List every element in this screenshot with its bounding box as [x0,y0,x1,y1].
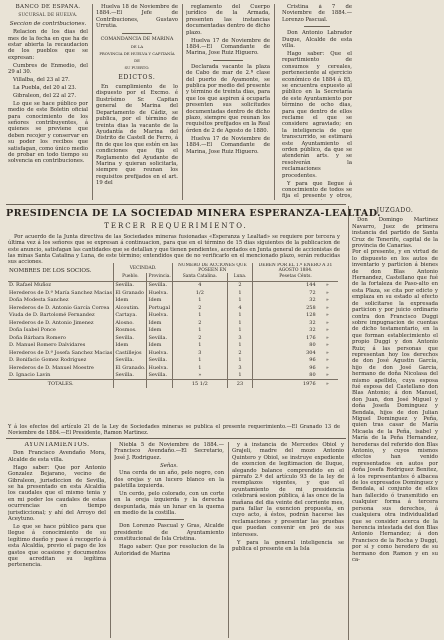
table-row [8,281,338,289]
total-santa-catalina: 15 1/2 [172,380,227,388]
header-puerto: SU PUERTO. [124,65,150,71]
paragraph: Don Antonio Labrador Duque, Alcalde de esta villa. [282,30,352,50]
pueblo-cell: Idem [114,297,147,305]
column-divider [348,206,349,640]
paragraph: Huelva 17 de Noviembre de 1884.—El Comandante de Marina, Jose Ruiz Higuero. [186,37,270,57]
santa-catalina-cell: 1 [172,364,227,372]
total-centimos: » [325,380,329,387]
luna-cell: 1 [227,372,252,380]
provincia-cell: Huelva. [147,312,172,320]
column-divider [228,442,229,638]
section-title: Seccion de contribuciones. [9,20,87,27]
column-divider [182,4,183,200]
divider [154,519,184,520]
luna-cell: 2 [227,281,252,289]
paragraph: Huelva 18 de Noviembre de 1884.—El Jefe de Contribuciones, Gustavo Urrutia. [96,4,178,30]
table-row [8,372,338,380]
paragraph: Un cerdo, pelo colorado, con un corte en la oreja izquierda y la derecha despuntada, más un lunar en la quema en medio de la costilla. [114,490,224,517]
pueblo-cell: Idem [114,342,147,350]
col-header-numero: NÚMERO DE ACCIONES QUE POSEEN EN [172,263,252,273]
luna-cell: 4 [227,304,252,312]
socios-table [8,263,338,388]
total-luna: 23 [227,380,252,388]
paragraph: Lo que se hace público por medio de este Boletin oficial para conocimiento de los señores contribuyentes, á quienes se previene que deben recojer y conservar en su poder los recibos que satisfagan, como único medio de probar en todo tiempo su solvencia en contribuciones. [8,100,88,165]
pueblo-cell: Castillejos [114,349,147,357]
col-header-santa-catalina: Santa Catalina. [172,273,227,281]
divider [304,26,330,27]
socio-name-cell: Herederos de D. Manuel Moestre [9,364,94,371]
santa-catalina-cell: 4 [172,281,227,289]
centimos-cell: » [325,342,329,349]
socio-name-cell: Doña Modesta Sanchez [9,297,69,304]
provincia-cell: Huelva. [147,364,172,372]
santa-catalina-cell: 1 [172,357,227,365]
pesetas-cell: 176 [253,334,317,342]
table-row [8,342,338,350]
ayuntamientos-title: AYUNTAMIENTOS. [24,442,90,448]
bank-title: BANCO DE ESPAÑA. [15,4,81,10]
socio-name-cell: Herederos de D.ª María Sanchez Macias [9,289,113,296]
paragraph: Cumbres de Enmedio, del 29 al 30. [8,62,88,76]
juzgado-title: JUZGADO. [376,207,414,214]
pueblo-cell: Alosno. [114,319,147,327]
isla-cristina-notice [232,442,344,638]
luna-cell: 1 [227,297,252,305]
paragraph: Villalba, del 23 al 27. [13,77,70,84]
centimos-cell: » [325,364,329,371]
socio-name-cell: Doña Bárbara Romero [9,334,66,341]
pueblo-cell: Rosmos. [114,327,147,335]
pueblo-cell: Sevilla. [114,281,147,289]
ayuntamientos-section [8,442,106,638]
pesetas-cell: 96 [253,364,317,372]
pesetas-cell: 128 [253,312,317,320]
table-row [8,327,338,335]
col-header-pueblo: Pueblo. [114,273,147,281]
santa-catalina-cell: 1 [172,342,227,350]
luna-cell: 3 [227,364,252,372]
rule [6,204,346,205]
paragraph: En cumplimiento de lo dispuesto por el Excmo. é Ilustrísimo Sr. Capitan general de Marina del Departamento de Cádiz, se publica, por el término de treinta dias la vacante de la Ayudantía de Marina del Distrito de Castell de Ferro, á fin de que los que estén en las condiciones que fija el Reglamento del Ayudante de Marina y quieran solicitarla, siempre que reunan los requisitos prefijados en el art. 19 del [96,84,178,187]
paragraph: Huelva 17 de Noviembre de 1884.—El Comandante de Marina, Jose Ruiz Higuero. [186,135,270,155]
bank-subtitle: SUCURSAL DE HUELVA. [18,12,78,18]
socio-name-cell: D. Bonifacio Gomez Rodriguez [9,357,87,364]
header-provincia: PROVINCIA DE HUELVA Y CAPITANÍA DE [99,51,175,63]
centimos-cell: » [325,282,329,289]
notice-subtitle: TERCER REQUERIMIENTO. [104,222,248,230]
socio-name-cell: Herederos de D. Antonio García Correa [9,304,110,311]
paragraph: Don Francisco Avendaño Mora, Alcalde de esta villa. [8,450,106,463]
centimos-cell: » [325,327,329,334]
socio-name-cell: Viuda de D. Bartolomé Fernandez [9,312,95,319]
divider [122,33,152,34]
pesetas-cell: 32 [253,319,317,327]
col-header-socios: NOMBRES DE LOS SOCIOS. [9,268,92,275]
column-divider [110,442,111,638]
socio-name-cell: Doña Isabel Ponce [9,327,56,334]
luna-cell: 1 [227,312,252,320]
col-header-provincia: Provincia. [148,274,171,280]
paragraph: Relacion de los dias del mes de la fecha en que ha de estar abierta la recaudacion de los pueblos que se expresan: [8,29,88,61]
paragraph: Hago saber: Que por Antonio Gonzalez Bejarano, vecino de Gibraleon, jurisdiccion de Sevilla, se ha presentado en esta Alcaldía los caudales que el mismo tenia y en mi poder los caudales de estas ocurrencias en tiempo jurisdiccional; y ahí del Arroyo del Aceytuno. [8,464,106,522]
pesetas-cell: 72 [253,289,317,297]
centimos-cell: » [325,304,329,311]
provincia-cell: Sevilla. [147,334,172,342]
table-row [8,304,338,312]
santa-catalina-cell: » [172,372,227,380]
centimos-cell: » [325,312,329,319]
table-row [8,334,338,342]
header-de-la: DE LA [130,44,144,50]
juzgado-section [352,206,438,636]
pueblo-cell: El Granado [114,289,147,297]
centimos-cell: » [325,334,329,341]
centimos-cell: » [325,357,329,364]
paragraph: La Puebla, del 20 al 23. [13,84,77,91]
luna-cell: 2 [227,349,252,357]
table-row [8,319,338,327]
paragraph: Hago saber: Que por resolucion de la Autoridad de Marina [114,544,224,557]
pueblo-cell: Sevilla. [114,357,147,365]
col-header-vecindad: VECINDAD. [114,263,172,273]
santa-catalina-cell: 1/2 [172,289,227,297]
senas-heading: Señas. [160,462,178,469]
column-divider [274,4,275,200]
paragraph: reglamento del Cuerpo jurídico de la Armada, presenten las instancias documentadas dentro de dicho plazo. [186,4,270,36]
table-row [8,312,338,320]
centimos-cell: » [325,289,329,296]
socio-name-cell: Herederos de D.ª Josefa Sanchez Macias [9,349,113,356]
total-label: TOTALES. [47,380,74,387]
paragraph: Cristina á 7 de Noviembre de 1884.—Lorenzo Pascual. [282,4,352,23]
paragraph: Y para la general inteligencia se publica el presente en la Isla [232,539,344,552]
col-header-pesetas: Pesetas Cénts. [253,273,338,281]
paragraph: Una cerda de un año, pelo negro, con dos orejas y un lucero blanco en la paletilla izquierda. [114,470,224,489]
paragraph: Niebla 5 de Noviembre de 1884.—Francisco Avendaño.—El Secretario, José J. Rodriguez. [114,442,224,461]
zafra-notice [282,4,352,200]
table-row [8,357,338,365]
provincia-cell: Huelva. [147,289,172,297]
luna-cell: 1 [227,327,252,335]
marina-notice-continued [186,4,270,200]
table-row [8,364,338,372]
santa-catalina-cell: 1 [172,297,227,305]
socio-name-cell: D. Ignacio Lavin [9,372,51,379]
luna-cell: 3 [227,334,252,342]
table-row [8,349,338,357]
total-pesetas: 1976 [253,380,317,388]
socio-name-cell: D. Manuel Romero Dalvidares [9,342,86,349]
notice-footnote: Y á los efectos del artículo 21 de la Ley de Sociedades mineras se publica el presente requerimiento.—El Granado 13 de Noviembre de 1884.—El Presidente, Ramon Martinez. [8,424,340,437]
provincia-cell: Idem [147,327,172,335]
pesetas-cell: 258 [253,304,317,312]
header-comandancia: COMANDANCIA DE MARINA [100,36,174,42]
provincia-cell: Idem [147,297,172,305]
pesetas-cell: 144 [253,281,317,289]
pueblo-cell: Sevilla. [114,334,147,342]
pesetas-cell: 80 [253,342,317,350]
provincia-cell: Portugal [147,304,172,312]
paragraph: y á instancia de Mercedes Obiol y Grajeli, madre del mozo Antonio Quintero y Obiol, se instruye expediente de exencion de legitimacion de lluque, alegando balance comprendido en el párrafo 2.º del artículo 93 de la ley de reemplazos vigentes, y que el ayuntamiento de mi presidencia celebrará sesion pública, á las once de la mañana del dia veinte del corriente mes, para fallar la exencion propuesta, en cuyo acto, á éstos, podrán hacerse las reclamaciones y presentar las pruebas que puedan convenir en pró de sus intereses. [232,442,344,538]
santa-catalina-cell: 2 [172,334,227,342]
paragraph: Don Lorenzo Pascual y Gras, Alcalde presidente de Ayuntamiento constitucional de Isla Cristina. [114,523,224,543]
pesetas-cell: 32 [253,327,317,335]
pesetas-cell: 80 [253,372,317,380]
bank-notice [8,4,88,200]
niebla-notice [114,442,224,638]
provincia-cell: Huelva. [147,349,172,357]
centimos-cell: » [325,372,329,379]
provincia-cell: Idem [147,342,172,350]
provincia-cell: Sevilla. [147,372,172,380]
table-row [8,289,338,297]
section-title: EDICTOS. [118,73,156,81]
pueblo-cell: El Granado. [115,364,146,371]
santa-catalina-cell: 1 [172,312,227,320]
juzgado-body: Don Domingo Martinez Navarro, Juez de primera instancia del partido de Santa Cruz de Tenerife, capital de la provincia de Canarias. Por el presente, y en virtud de lo dispuesto en los autos de inventario y particion á bienes de don Blas Antonio Hernandez, Castellano que fué de la fortaleza de Paso-alto en esta Plaza, se cita por edicto y emplaza en su estado al efecto de solicitarse la expresada particion y por juicio ordinario contra don Francisco Duggi sobre impugnacion de cuentas de dicho testamentario, en la que forman establecimiento el propio Duggi y don Antonio Ruiz; á las personas que representan hoy los derechos de don José Agustin García, hijo de don José Garcia, hermano de doña Nicolasa del mismo apellido, cuya esposa fué esposa del Castellano don Blas Antonio; á don Manuel, don Juan, don José Miguel y doña Josefa Dominguez y Bendala, hijos de don Julian Miguel Dominguez y Peña, quien tras casar de María Micaela de la Peña, isabel y María de la Peña Hernandez, herederas del referido don Blas Antonio, y cuyos mismos efectos han venido representados en autos por doña Josefa Rodriguez Benitez, á los representantes ó albacea de los expresados Dominguez y Bendala, al conjunto de ellos han fallecido ó transmitido en cualquier forma á tercera persona sus derechos, á cualquiera otra individualidad que se consider acerca de la herencia intestada del don Blas Antonio Hernandez; á don Francisco de la Rocha y Duggi, por sí y como heredero de su hermano don Ramon y en su ca- [352,217,438,563]
pesetas-cell: 304 [253,349,317,357]
santa-catalina-cell: 1 [172,327,227,335]
notice-title: PRESIDENCIA DE LA SOCIEDAD MINERA ESPERANZA-LEALTAD. [6,208,381,219]
column-divider [92,4,93,200]
rule [6,438,346,439]
santa-catalina-cell: 2 [172,304,227,312]
paragraph: Gibraleon, del 22 al 27. [13,92,77,99]
socio-name-cell: D. Rafael Muñoz [9,282,52,289]
provincia-cell: Sevilla. [147,281,172,289]
socio-name-cell: Herederos de D. Antonio Jimenez [9,319,94,326]
table-row [8,297,338,305]
pesetas-cell: 96 [253,357,317,365]
provincia-cell: Sevilla. [147,357,172,365]
centimos-cell: » [325,349,329,356]
paragraph: Y para que llegue á conocimiento de todos se fija el presente y otros, [282,180,352,200]
paragraph: Declarada vacante la plaza de Cabo de mar de 2.ª clase del puerto de Ayamonte, se publica por medio del presente y término de treinta dias, para que los que aspiren á ocuparla presenten sus solicitudes documentadas dentro de dicho plazo, siempre que reunan los requisitos prefijados en la Real órden de 2 de Agosto de 1880. [186,63,270,134]
pueblo-cell: Cartaya. [114,312,147,320]
divider [213,60,243,61]
col-header-luna: Luna. [227,273,252,281]
marina-notice [96,4,178,200]
col-header-deben: DEBEN POR EL 1.º ENERO Á 31 AGOSTO 1884. [253,263,338,273]
luna-cell: 1 [227,289,252,297]
notice-intro: Por acuerdo de la Junta directiva de las Sociedades mineras fusionadas «Esperanza y Lealtad» se requiere por tercera y última vez á los señores que se expresan á continuacion, para que en el término de 15 dias siguientes de la publicacion de este anuncio, satisfagan las cantidades que se detallan y que tienen pendientes, acordados en Junta general de accionistas de las minas Santa Catalina y Luna, de este término; entendidos que de no verificarlo en el mencionado plazo, serán reducidas sus acciones. [8,234,340,266]
luna-cell: 1 [227,342,252,350]
pueblo-cell: Alcoutim. [114,304,147,312]
luna-cell: 1 [227,319,252,327]
pesetas-cell: 32 [253,297,317,305]
pueblo-cell: Sevilla. [114,372,147,380]
paragraph: Lo que se hace público para que llegue á conocimiento de su legítimo dueño y pase á recogerlo á esta Alcaldía, previo el pago de los gastos que ocasione y documentos que acreditan su legítima pertenencia. [8,523,106,569]
centimos-cell: » [325,297,329,304]
luna-cell: 1 [227,357,252,365]
santa-catalina-cell: 2 [172,319,227,327]
paragraph: Hago saber: Que el repartimiento de consumos y cereales, perteneciente al ejercicio económico de 1884 á 85, se encuentra expuesto al público en la Secretaría de este Ayuntamiento por término de ocho dias, para que dentro de ellos reclame el que se considere agraviado; en la inteligencia de que transcurrido, se estimará este Ayuntamiento el orden público, da que se atenderán arts. y se resolverán la reclamaciones procedentes. [282,50,352,179]
provincia-cell: Idem [147,319,172,327]
santa-catalina-cell: 3 [172,349,227,357]
centimos-cell: » [325,319,329,326]
